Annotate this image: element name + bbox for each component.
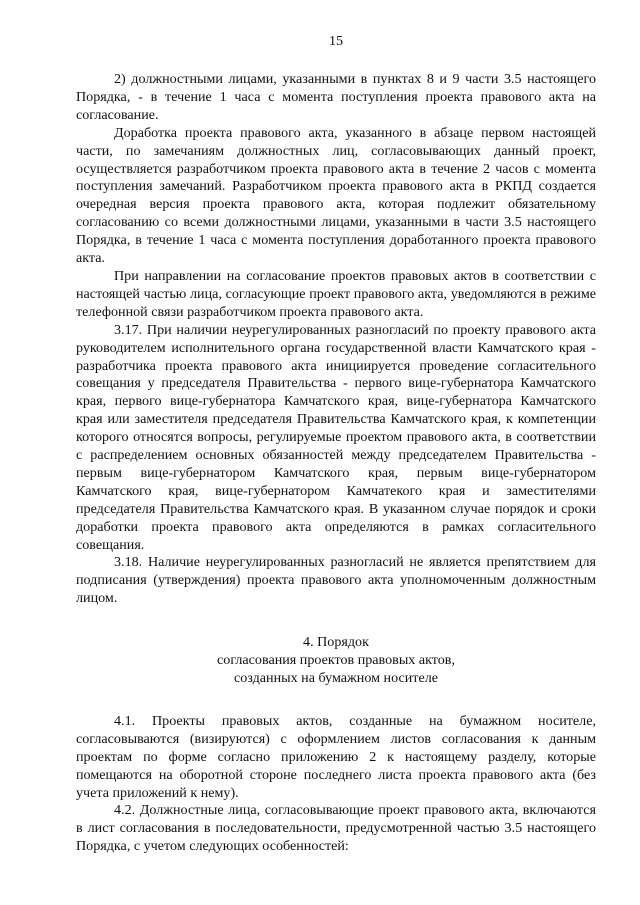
section-heading-line-3: созданных на бумажном носителе xyxy=(233,670,438,686)
paragraph-3-18: 3.18. Наличие неурегулированных разногласий не является препятствием для подписания (утверждения) проекта правового акта уполномоченным должностным лицом. xyxy=(76,554,596,607)
page-number: 15 xyxy=(329,34,343,49)
paragraph-4-2: 4.2. Должностные лица, согласовывающие проект правового акта, включаются в лист согласования в последовательности, предусмотренной частью 3.5 настоящего Порядка, с учетом следующих особенностей: xyxy=(76,802,596,855)
paragraph-revision: Доработка проекта правового акта, указанного в абзаце первом настоящей части, по замечаниям должностных лиц, согласовывающих данный проект, осуществляется разработчиком проекта правового акта в течение 2 часов с момента поступления замечаний. Разработчиком проекта правового акта в РКПД создается очередная версия проекта правового акта, которая подлежит обязательному согласованию со всеми должностными лицами, указанными в части 3.5 настоящего Порядка, в течение 1 часа с момента поступления доработанного проекта правового акта. xyxy=(76,124,596,267)
paragraph-item-2-officials: 2) должностными лицами, указанными в пунктах 8 и 9 части 3.5 настоящего Порядка, - в течение 1 часа с момента поступления проекта правового акта на согласование. xyxy=(76,71,596,123)
section-heading-number: 4. Порядок xyxy=(303,634,369,651)
paragraph-phone-notice: При направлении на согласование проектов правовых актов в соответствии с настоящей частью лица, согласующие проект правового акта, уведомляются в режиме телефонной связи разработчиком проекта правового акта. xyxy=(76,267,596,320)
section-heading xyxy=(76,634,596,688)
section-heading-line-2: согласования проектов правовых актов, xyxy=(217,652,455,669)
paragraph-3-17: 3.17. При наличии неурегулированных разногласий по проекту правового акта руководителем исполнительного органа государственной власти Камчатского края - разработчика проекта правового акта инициируется проведение согласительного совещания у председателя Правительства - первого вице-губернатора Камчатского края, первого вице-губернатора Камчатского края, вице-губернатора Камчатского края или заместителя председателя Правительства Камчатского края, к компетенции которого относятся вопросы, регулируемые проектом правового акта, в соответствии с распределением основных обязанностей между председателем Правительства - первым вице-губернатором Камчатского края, первым вице-губернатором Камчатского края, вице-губернатором Камчатекого края и заместителями председателя Правительства Камчатского края. В указанном случае порядок и сроки доработки проекта правового акта определяются в рамках согласительного совещания. xyxy=(76,321,596,553)
paragraph-4-1: 4.1. Проекты правовых актов, созданные на бумажном носителе, согласовываются (визируются) с оформлением листов согласования к данным проектам по форме согласно приложению 2 к настоящему разделу, которые помещаются на оборотной стороне последнего листа проекта правового акта (без учета приложений к нему). xyxy=(76,712,596,801)
document-page xyxy=(76,34,596,856)
